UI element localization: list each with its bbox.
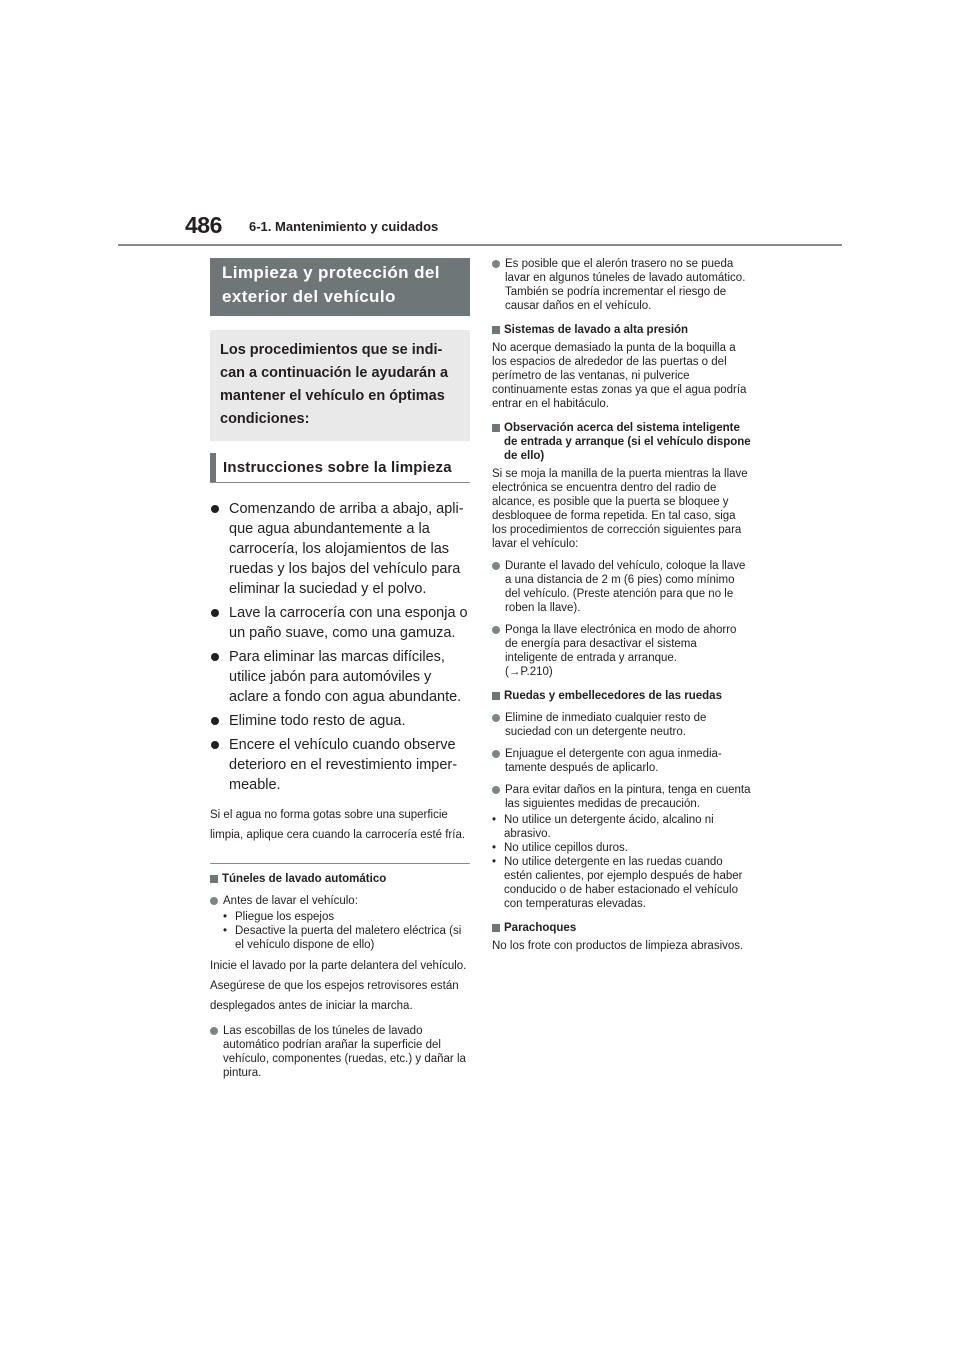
before-wash-item: Antes de lavar el vehículo: • Pliegue los espejos • Desactive la puerta del maletero eléctrica (si el vehículo dispone de ello) [210, 894, 470, 952]
left-column [210, 258, 470, 1080]
page-header [0, 0, 960, 250]
circle-bullet-icon [210, 897, 218, 905]
intro-box: Los procedimientos que se indican a continuación le ayudarán a mantener el vehículo en óptimas condiciones: [210, 330, 470, 441]
bullet-icon [211, 609, 219, 617]
cleaning-instructions-list [210, 499, 470, 795]
circle-bullet-icon [492, 714, 500, 722]
wheels-item-3: Para evitar daños en la pintura, tenga en cuenta las siguientes medidas de precaución. • No utilice un detergente ácido, alcalino ni abrasivo. • No utilice cepillos duros. • No utilice detergente en las ruedas cuando estén calientes, por ejemplo después de haber conducido o de haber estacionado el vehículo con temperaturas elevadas. [492, 783, 752, 911]
high-pressure-heading: Sistemas de lavado a alta presión [492, 323, 752, 337]
list-item: Para eliminar las marcas difíciles, utilice jabón para automóviles y aclare a fondo con agua abundante. [210, 647, 470, 707]
before-wash-list [223, 910, 470, 952]
bumpers-heading: Parachoques [492, 921, 752, 935]
list-item: • Desactive la puerta del maletero eléctrica (si el vehículo dispone de ello) [223, 924, 470, 952]
list-item: Encere el vehículo cuando observe deterioro en el revestimiento impermeable. [210, 735, 470, 795]
list-item: Comenzando de arriba a abajo, aplique agua abundantemente a la carrocería, los alojamientos de las ruedas y los bajos del vehículo para eliminar la suciedad y el polvo. [210, 499, 470, 599]
bullet-icon [211, 717, 219, 725]
circle-bullet-icon [210, 1027, 218, 1035]
smart-system-heading: Observación acerca del sistema inteligente de entrada y arranque (si el vehículo dispone de ello) [492, 421, 752, 463]
list-item: • Pliegue los espejos [223, 910, 470, 924]
page-reference: (→P.210) [505, 666, 553, 678]
header-divider [118, 244, 842, 246]
wheels-item-2: Enjuague el detergente con agua inmediatamente después de aplicarlo. [492, 747, 752, 775]
circle-bullet-icon [492, 260, 500, 268]
section-divider [210, 863, 470, 864]
main-heading: Limpieza y protección del exterior del vehículo [210, 258, 470, 316]
square-bullet-icon [492, 424, 500, 432]
circle-bullet-icon [492, 562, 500, 570]
smart-system-text: Si se moja la manilla de la puerta mientras la llave electrónica se encuentra dentro del radio de alcance, es posible que la puerta se bloquee y desbloquee de forma repetida. En tal caso, siga los procedimientos de corrección siguientes para lavar el vehículo: [492, 468, 748, 550]
bullet-icon [211, 741, 219, 749]
wax-note: Si el agua no forma gotas sobre una superficie limpia, aplique cera cuando la carrocería esté fría. [210, 809, 466, 841]
circle-bullet-icon [492, 750, 500, 758]
bullet-icon [211, 653, 219, 661]
smart-system-item-2: Ponga la llave electrónica en modo de ahorro de energía para desactivar el sistema inteligente de entrada y arranque. (→P.210) [492, 623, 752, 679]
cleaning-instructions-heading: Instrucciones sobre la limpieza [210, 453, 470, 483]
bullet-icon [211, 505, 219, 513]
brushes-warning: Las escobillas de los túneles de lavado automático podrían arañar la superficie del vehículo, componentes (ruedas, etc.) y dañar la pintura. [210, 1024, 470, 1080]
list-item: Lave la carrocería con una esponja o un paño suave, como una gamuza. [210, 603, 470, 643]
wheels-item-1: Elimine de inmediato cualquier resto de suciedad con un detergente neutro. [492, 711, 752, 739]
smart-system-item-1: Durante el lavado del vehículo, coloque la llave a una distancia de 2 m (6 pies) como mínimo del vehículo. (Preste atención para que no le roben la llave). [492, 559, 752, 615]
list-item: Elimine todo resto de agua. [210, 711, 470, 731]
high-pressure-text: No acerque demasiado la punta de la boquilla a los espacios de alrededor de las puertas o del perímetro de las ventanas, ni pulverice continuamente estas zonas ya que el agua podría entrar en el habitáculo. [492, 342, 747, 410]
square-bullet-icon [492, 924, 500, 932]
list-item: • No utilice un detergente ácido, alcalino ni abrasivo. [492, 813, 752, 841]
circle-bullet-icon [492, 626, 500, 634]
right-column [492, 257, 752, 953]
list-item: • No utilice detergente en las ruedas cuando estén calientes, por ejemplo después de haber conducido o de haber estacionado el vehículo con temperaturas elevadas. [492, 855, 752, 911]
bumpers-text: No los frote con productos de limpieza abrasivos. [492, 940, 744, 952]
start-wash-text: Inicie el lavado por la parte delantera del vehículo. Asegúrese de que los espejos retrovisores están desplegados antes de iniciar la marcha. [210, 960, 467, 1012]
tunnels-heading: Túneles de lavado automático [210, 872, 470, 886]
square-bullet-icon [210, 875, 218, 883]
wheel-precautions-list [492, 813, 752, 911]
spoiler-note: Es posible que el alerón trasero no se pueda lavar en algunos túneles de lavado automático. También se podría incrementar el riesgo de causar daños en el vehículo. [492, 257, 752, 313]
section-title: 6-1. Mantenimiento y cuidados [249, 219, 439, 234]
page-number: 486 [185, 212, 222, 238]
square-bullet-icon [492, 692, 500, 700]
list-item: • No utilice cepillos duros. [492, 841, 752, 855]
square-bullet-icon [492, 326, 500, 334]
circle-bullet-icon [492, 786, 500, 794]
wheels-heading: Ruedas y embellecedores de las ruedas [492, 689, 752, 703]
